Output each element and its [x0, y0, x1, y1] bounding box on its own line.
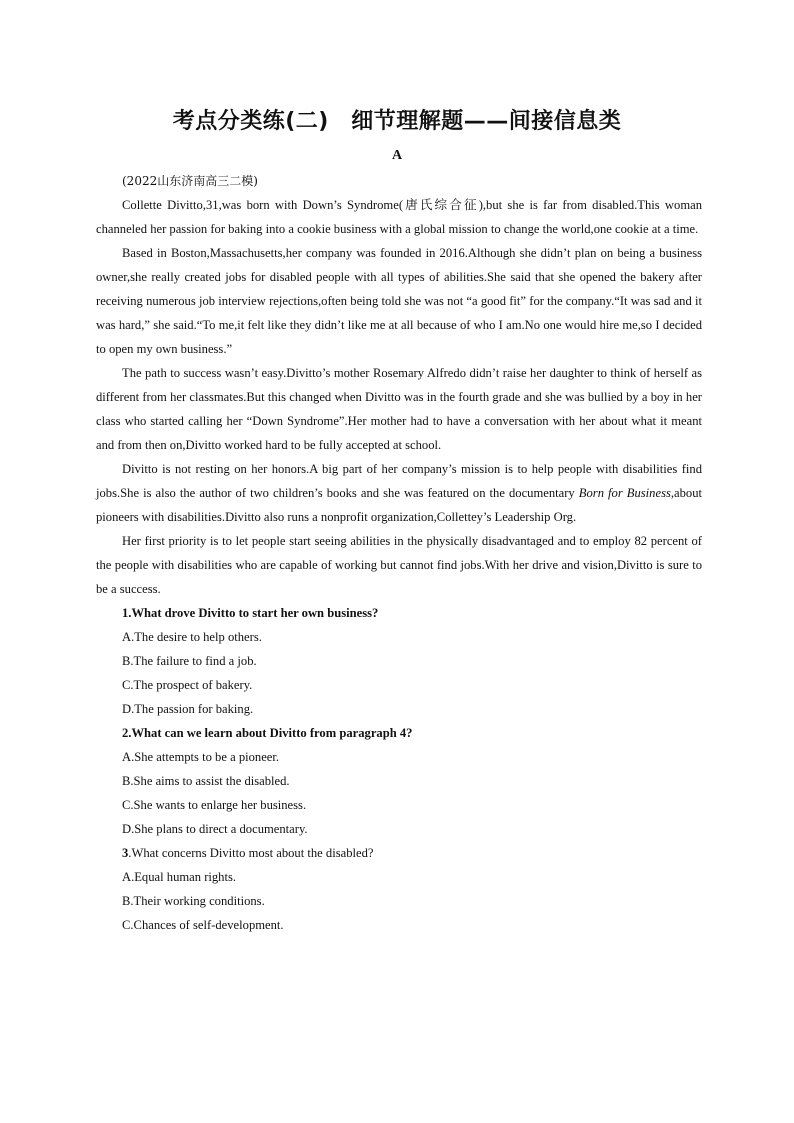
question-2-option-c: C.She wants to enlarge her business. — [122, 798, 307, 812]
question-1-option-a: A.The desire to help others. — [122, 630, 262, 644]
section-label: A — [391, 148, 403, 163]
question-3-option-a: A.Equal human rights. — [122, 870, 237, 884]
question-2-option-a: A.She attempts to be a pioneer. — [122, 750, 280, 764]
question-1-option-c: C.The prospect of bakery. — [122, 678, 253, 692]
paragraph-3: The path to success wasn’t easy.Divitto’s mother Rosemary Alfredo didn’t raise her daughter to think of herself as different from her classmates.But this changed when Divitto was in the fourth grade and she was bullied by a boy in her class who started calling her “Down Syndrome”.Her mother had to have a conversation with her about what it meant and from then on,Divitto worked hard to be fully accepted at school. — [96, 366, 702, 452]
question-2 — [96, 721, 702, 745]
question-2-option-d: D.She plans to direct a documentary. — [122, 822, 308, 836]
paragraph-4-text-a: Divitto is not resting on her honors.A big part of her company’s mission is to help people with disabilities find jobs.She is also the author of two children’s books and she was featured on the documentary — [96, 462, 702, 500]
question-2-option-b: B.She aims to assist the disabled. — [122, 774, 290, 788]
question-1-option-d: D.The passion for baking. — [122, 702, 254, 716]
question-text: .What concerns Divitto most about the disabled? — [128, 846, 374, 860]
question-3-option-c: C.Chances of self-development. — [122, 918, 284, 932]
question-1 — [96, 601, 702, 625]
source-note: (2022山东济南高三二模) — [122, 174, 258, 188]
paragraph-2: Based in Boston,Massachusetts,her company was founded in 2016.Although she didn’t plan on being a business owner,she really created jobs for disabled people with all types of abilities.She said that she opened the bakery after receiving numerous job interview rejections,often being told she was not “a good fit” for the company.“It was sad and it was hard,” she said.“To me,it felt like they didn’t like me at all because of who I am.No one would hire me,so I decided to open my own business.” — [96, 246, 702, 356]
question-number: 2 — [122, 726, 129, 740]
paragraph-4-text-b: ,about pioneers with disabilities.Divitto also runs a nonprofit organization,Collettey’s Leadership Org. — [96, 486, 703, 524]
paragraph-4 — [96, 457, 702, 529]
question-3-option-b: B.Their working conditions. — [122, 894, 265, 908]
documentary-title: Born for Business — [578, 486, 671, 500]
question-number: 3 — [122, 846, 129, 860]
question-text: .What drove Divitto to start her own business? — [128, 606, 379, 620]
page-title: 考点分类练(二) 细节理解题——间接信息类 — [172, 109, 622, 134]
question-3 — [96, 841, 702, 865]
paragraph-1: Collette Divitto,31,was born with Down’s Syndrome(唐氏综合征),but she is far from disabled.This woman channeled her passion for baking into a cookie business with a global mission to change the world,one cookie at a time. — [96, 198, 702, 236]
question-1-option-b: B.The failure to find a job. — [122, 654, 257, 668]
question-number: 1 — [122, 606, 129, 620]
question-text: .What can we learn about Divitto from paragraph 4? — [128, 726, 413, 740]
paragraph-5: Her first priority is to let people start seeing abilities in the physically disadvantaged and to employ 82 percent of the people with disabilities who are capable of working but cannot find jobs.With her drive and vision,Divitto is sure to be a success. — [96, 534, 702, 596]
passage-body — [96, 169, 702, 937]
